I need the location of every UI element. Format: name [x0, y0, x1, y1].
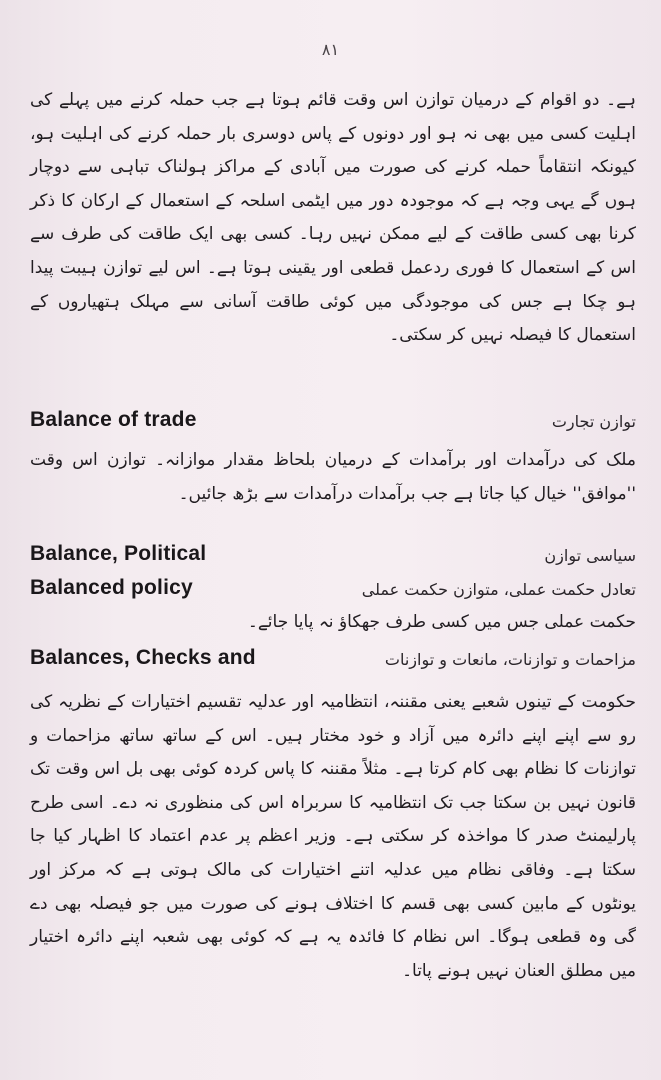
entry-urdu-term: تعادل حکمت عملی، متوازن حکمت عملی [361, 580, 636, 599]
entry-urdu-term: سیاسی توازن [544, 546, 636, 565]
entry-definition: حکومت کے تینوں شعبے یعنی مقننہ، انتظامیہ اور عدلیہ تقسیم اختیارات کے نظریہ کی رو سے اپنے اپنے دائرہ میں آزاد و خود مختار ہیں۔ اس کے ساتھ ساتھ مزاحمات و توازنات کا نظام بھی کام کرتا ہے۔ مثلاً مقننہ کا پاس کردہ کوئی بھی بل اس وقت تک قانون نہیں بن سکتا جب تک انتظامیہ کا سربراہ اس کی منظوری نہ دے۔ اسی طرح پارلیمنٹ صدر کا مواخذہ کر سکتی ہے۔ وزیر اعظم پر عدم اعتماد کا اظہار کیا جا سکتا ہے۔ وفاقی نظام میں عدلیہ اتنے اختیارات کی مالک ہوتی ہے کہ مرکز اور یونٹوں کے مابین کسی بھی قسم کا اختلاف ہونے کی صورت میں جو فیصلہ بھی دے گی وہ قطعی ہوگا۔ اس نظام کا فائدہ یہ ہے کہ کوئی بھی شعبہ اپنے دائرہ اختیار میں مطلق العنان نہیں ہونے پاتا۔ [30, 692, 636, 981]
page-number: ۸۱ [321, 40, 340, 59]
entry-definition-block [30, 444, 636, 511]
entry-english-term: Balance of trade [30, 408, 197, 431]
entry-definition-block [30, 686, 636, 988]
entry-urdu-term: توازن تجارت [551, 412, 636, 431]
entry-balance-of-trade [30, 408, 636, 442]
entry-balanced-policy [30, 576, 636, 610]
entry-definition-block [30, 606, 636, 640]
entry-english-term: Balances, Checks and [30, 646, 256, 669]
entry-english-term: Balance, Political [30, 542, 207, 565]
intro-paragraph: ہے۔ دو اقوام کے درمیان توازن اس وقت قائم ہوتا ہے جب حملہ کرنے میں پہلے کی اہلیت کسی میں بھی نہ ہو اور دونوں کے پاس دوسری بار حملہ کرنے کی اہلیت ہو، کیونکہ انتقاماً حملہ کرنے کی صورت میں آبادی کے مراکز ہولناک تباہی سے دوچار ہوں گے یہی وجہ ہے کہ موجودہ دور میں ایٹمی اسلحہ کے استعمال کے ارکان کا ذکر کرنا بھی کسی طاقت کے لیے ممکن نہیں رہا۔ کسی بھی ایک طاقت کی طرف سے اس کے استعمال کا فوری ردعمل قطعی اور یقینی ہوتا ہے۔ اس لیے توازن ہیبت پیدا ہو چکا ہے جس کی موجودگی میں کوئی طاقت آسانی سے مہلک ہتھیاروں کے استعمال کا فیصلہ نہیں کر سکتی۔ [30, 90, 636, 346]
entry-checks-and-balances [30, 646, 636, 680]
entry-english-term: Balanced policy [30, 576, 193, 599]
intro-paragraph-block [30, 84, 636, 353]
entry-definition: ملک کی درآمدات اور برآمدات کے درمیان بلحاظ مقدار موازانہ۔ توازن اس وقت ''موافق'' خیال کیا جاتا ہے جب برآمدات درآمدات سے بڑھ جائیں۔ [30, 450, 636, 504]
entry-definition: حکمت عملی جس میں کسی طرف جھکاؤ نہ پایا جائے۔ [247, 612, 636, 632]
entry-urdu-term: مزاحمات و توازنات، مانعات و توازنات [384, 650, 636, 669]
entry-balance-political [30, 542, 636, 576]
